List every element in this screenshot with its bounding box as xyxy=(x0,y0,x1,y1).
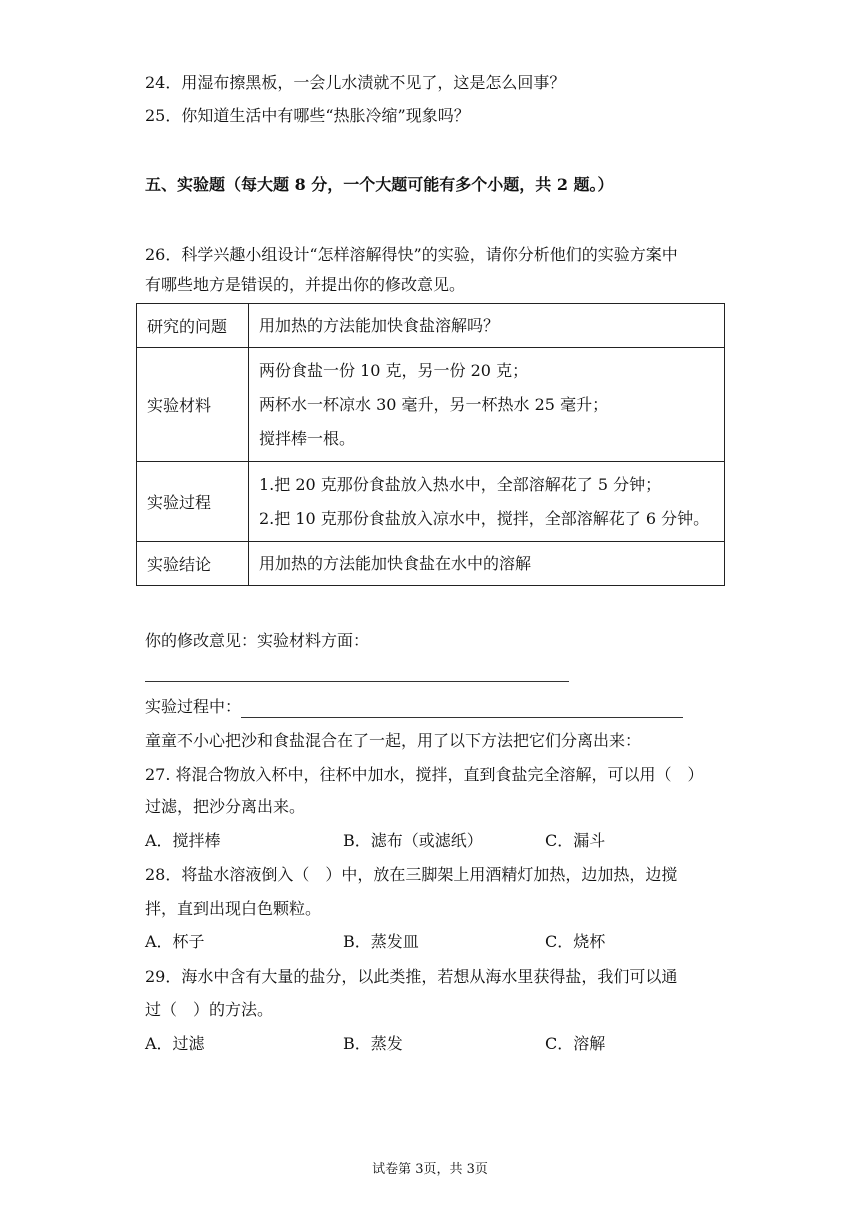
question-29-line-2: 过（ ）的方法。 xyxy=(145,1000,274,1019)
table-value-line: 搅拌棒一根。 xyxy=(259,428,356,448)
q27-option-c[interactable]: C．漏斗 xyxy=(545,831,606,850)
question-27-line-1: 27. 将混合物放入杯中，往杯中加水，搅拌，直到食盐完全溶解，可以用（ ） xyxy=(145,765,704,784)
page-footer: 试卷第 3页，共 3页 xyxy=(372,1162,488,1177)
table-value-line: 两份食盐一份 10 克，另一份 20 克； xyxy=(259,360,529,380)
table-value-line: 用加热的方法能加快食盐溶解吗？ xyxy=(259,315,500,335)
q27-option-a[interactable]: A．搅拌棒 xyxy=(145,831,221,850)
q28-option-c[interactable]: C．烧杯 xyxy=(545,932,606,951)
table-row xyxy=(137,348,725,462)
process-suggestion xyxy=(145,696,683,718)
table-value-line: 1.把 20 克那份食盐放入热水中，全部溶解花了 5 分钟； xyxy=(259,474,662,494)
table-row xyxy=(137,542,725,586)
q28-option-a[interactable]: A．杯子 xyxy=(145,932,205,951)
table-key: 研究的问题 xyxy=(137,304,249,348)
intro-sand-salt: 童童不小心把沙和食盐混合在了一起，用了以下方法把它们分离出来： xyxy=(145,731,642,750)
q29-option-c[interactable]: C．溶解 xyxy=(545,1034,606,1053)
process-label: 实验过程中： xyxy=(145,697,242,716)
q27-option-b[interactable]: B．滤布（或滤纸） xyxy=(343,831,483,850)
table-value xyxy=(249,304,725,348)
table-value xyxy=(249,542,725,586)
question-28-line-1: 28．将盐水溶液倒入（ ）中，放在三脚架上用酒精灯加热，边加热，边搅 xyxy=(145,865,678,884)
table-value-line: 两杯水一杯凉水 30 毫升，另一杯热水 25 毫升； xyxy=(259,394,609,414)
question-26-line-2: 有哪些地方是错误的，并提出你的修改意见。 xyxy=(145,275,466,294)
table-value-line: 2.把 10 克那份食盐放入凉水中，搅拌，全部溶解花了 6 分钟。 xyxy=(259,508,710,528)
question-28-line-2: 拌，直到出现白色颗粒。 xyxy=(145,899,322,918)
question-24: 24．用湿布擦黑板，一会儿水渍就不见了，这是怎么回事？ xyxy=(145,73,566,92)
table-value xyxy=(249,462,725,542)
q29-option-a[interactable]: A．过滤 xyxy=(145,1034,205,1053)
question-25: 25．你知道生活中有哪些“热胀冷缩”现象吗？ xyxy=(145,106,470,125)
answer-blank[interactable] xyxy=(241,699,683,718)
q29-option-b[interactable]: B．蒸发 xyxy=(343,1034,403,1053)
q28-option-b[interactable]: B．蒸发皿 xyxy=(343,932,419,951)
table-value xyxy=(249,348,725,462)
suggestion-answer-line[interactable] xyxy=(145,660,569,682)
answer-blank[interactable] xyxy=(145,663,569,682)
suggestion-label: 你的修改意见：实验材料方面： xyxy=(145,631,370,650)
section-heading: 五、实验题（每大题 8 分，一个大题可能有多个小题，共 2 题。） xyxy=(145,175,614,194)
table-key: 实验过程 xyxy=(137,462,249,542)
question-29-line-1: 29．海水中含有大量的盐分，以此类推，若想从海水里获得盐，我们可以通 xyxy=(145,967,678,986)
question-27-line-2: 过滤，把沙分离出来。 xyxy=(145,797,306,816)
experiment-table xyxy=(136,303,725,586)
table-key: 实验材料 xyxy=(137,348,249,462)
table-value-line: 用加热的方法能加快食盐在水中的溶解 xyxy=(259,553,532,573)
table-row xyxy=(137,462,725,542)
question-26-line-1: 26．科学兴趣小组设计“怎样溶解得快”的实验，请你分析他们的实验方案中 xyxy=(145,245,678,264)
table-row xyxy=(137,304,725,348)
table-key: 实验结论 xyxy=(137,542,249,586)
